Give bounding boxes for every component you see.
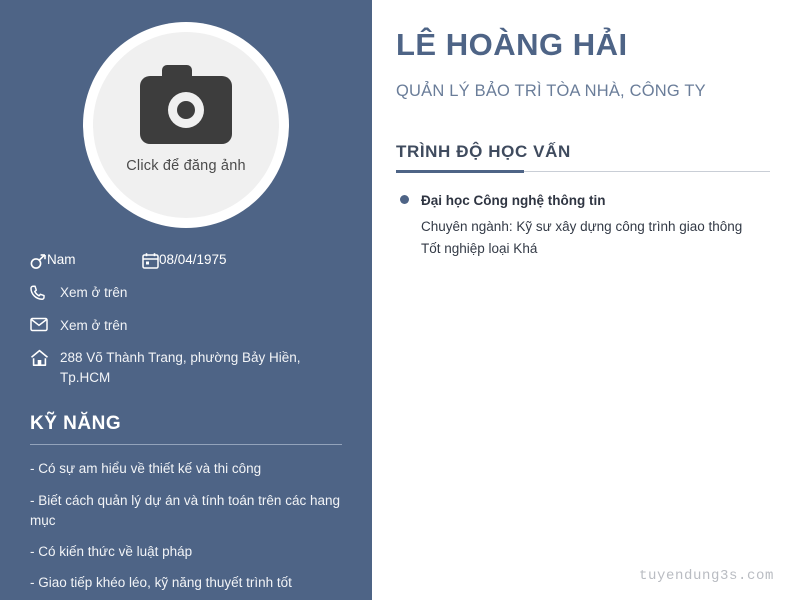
skill-item: - Có sự am hiểu về thiết kế và thi công (30, 461, 262, 477)
home-icon (30, 348, 60, 367)
contact-row-phone (30, 283, 346, 303)
education-list (396, 190, 770, 260)
contact-birthday (142, 252, 227, 269)
photo-upload-label: Click để đăng ảnh (126, 158, 246, 174)
bullet-icon (400, 195, 409, 204)
photo-upload-area[interactable] (0, 0, 372, 228)
contact-row-gender-birthday (30, 252, 346, 270)
contact-gender-value: Nam (47, 252, 76, 267)
calendar-icon (142, 252, 159, 269)
phone-icon (30, 283, 60, 301)
contact-row-email (30, 316, 346, 336)
education-section-title: TRÌNH ĐỘ HỌC VẤN (396, 142, 571, 162)
contact-phone-value: Xem ở trên (60, 285, 128, 300)
skill-item: - Giao tiếp khéo léo, kỹ năng thuyết trình tốt (30, 575, 292, 591)
contact-birthday-value: 08/04/1975 (159, 252, 227, 267)
camera-lens-icon (168, 92, 204, 128)
education-divider (396, 171, 770, 172)
education-major: Chuyên ngành: Kỹ sư xây dựng công trình giao thông (421, 218, 743, 234)
sidebar (0, 0, 372, 600)
gender-icon (30, 252, 47, 270)
candidate-role: QUẢN LÝ BẢO TRÌ TÒA NHÀ, CÔNG TY (396, 82, 706, 101)
main-content (372, 0, 800, 600)
envelope-icon (30, 316, 60, 332)
avatar-circle[interactable] (83, 22, 289, 228)
education-school: Đại học Công nghệ thông tin (421, 193, 606, 209)
contact-gender (30, 252, 142, 270)
contact-address-value: 288 Võ Thành Trang, phường Bảy Hiền, Tp.HCM (60, 350, 301, 385)
skills-section-title: KỸ NĂNG (30, 413, 342, 445)
skill-item: - Biết cách quản lý dự án và tính toán trên các hang mục (30, 492, 340, 528)
avatar-placeholder[interactable] (93, 32, 279, 218)
skill-item: - Có kiến thức về luật pháp (30, 544, 193, 559)
contact-row-address (30, 348, 346, 387)
candidate-name: LÊ HOÀNG HẢI (396, 27, 628, 62)
education-item (400, 190, 770, 260)
education-result: Tốt nghiệp loại Khá (421, 241, 538, 257)
contact-info-list (0, 252, 372, 387)
watermark: tuyendung3s.com (638, 568, 774, 584)
camera-icon (140, 76, 232, 144)
skills-list (30, 459, 342, 593)
contact-email-value: Xem ở trên (60, 317, 128, 333)
